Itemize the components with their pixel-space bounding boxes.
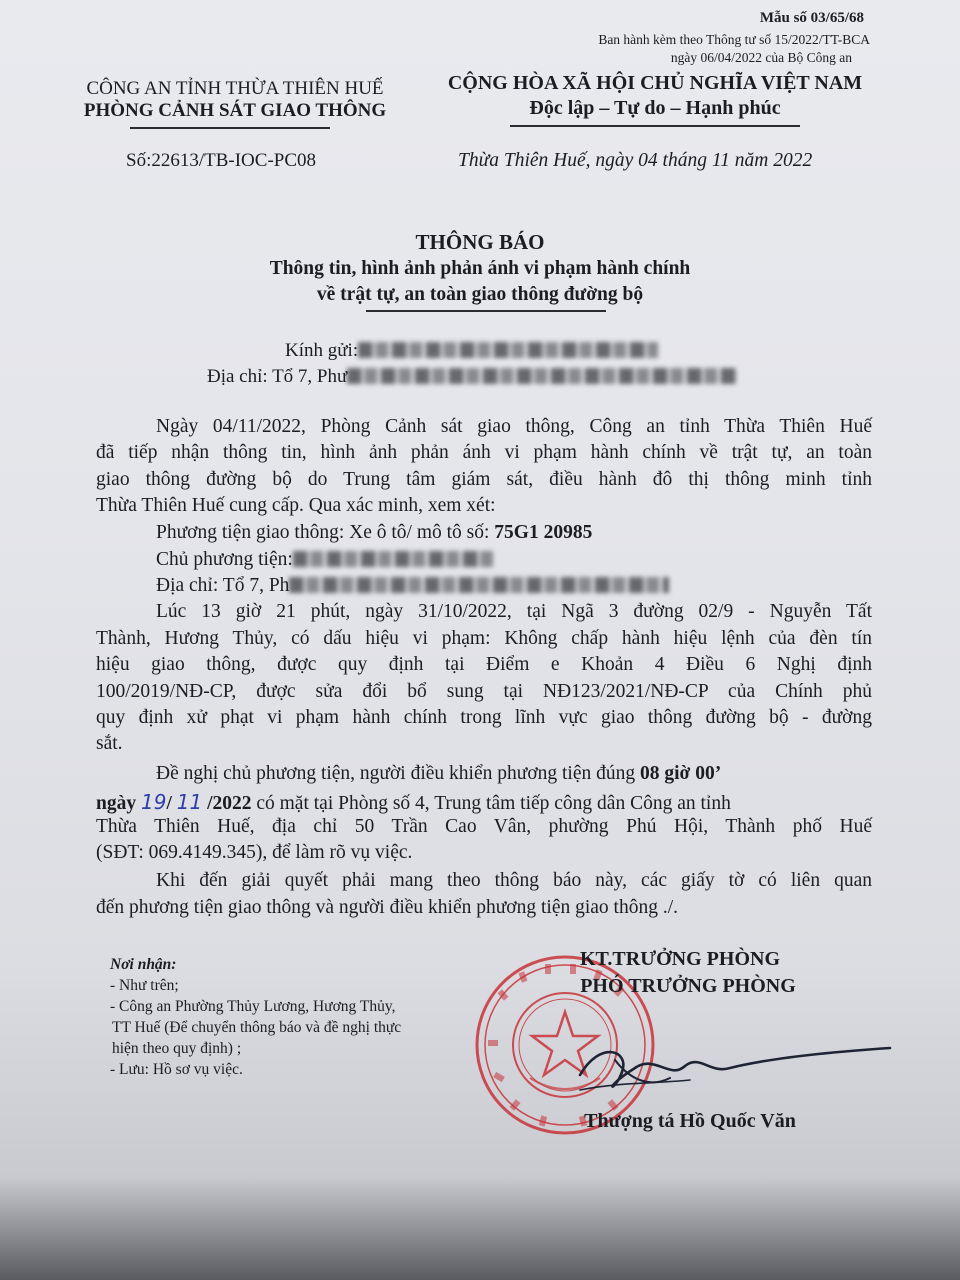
document-subtitle-1: Thông tin, hình ảnh phản ánh vi phạm hành chính (269, 258, 691, 279)
agency-parent: CÔNG AN TỈNH THỪA THIÊN HUẾ (86, 78, 384, 99)
appointment-day-label: ngày (96, 793, 141, 814)
appointment-year: /2022 (202, 793, 252, 814)
redacted-owner-address (289, 577, 669, 593)
recipient-address-label: Địa chỉ: Tổ 7, Phư (207, 366, 348, 387)
document-title: THÔNG BÁO (415, 230, 545, 254)
appointment-time: 08 giờ 00’ (640, 763, 722, 784)
recipient-address-line (207, 366, 737, 388)
nation-name: CỘNG HÒA XÃ HỘI CHỦ NGHĨA VIỆT NAM (447, 72, 863, 94)
recipients-item-3: TT Huế (Để chuyển thông báo và đề nghị thực (112, 1019, 402, 1036)
owner-label: Chủ phương tiện: (156, 549, 293, 570)
appointment-month-handwritten: 11 (176, 790, 203, 814)
issued-line-2: ngày 06/04/2022 của Bộ Công an (670, 50, 852, 65)
agency-name: PHÒNG CẢNH SÁT GIAO THÔNG (83, 100, 387, 121)
place-date: Thừa Thiên Huế, ngày 04 tháng 11 năm 2022 (458, 150, 813, 171)
p1-line-1: Ngày 04/11/2022, Phòng Cảnh sát giao thông, Công an tỉnh Thừa Thiên Huế (156, 416, 872, 437)
p2-line-2: Thành, Hương Thủy, có dấu hiệu vi phạm: Không chấp hành hiệu lệnh của đèn tín (96, 628, 872, 649)
handwritten-signature-icon (560, 1030, 900, 1100)
agency-underline (130, 127, 330, 129)
owner-address-line (156, 575, 669, 597)
recipients-heading: Nơi nhận: (110, 956, 177, 973)
redacted-owner (293, 551, 493, 567)
p2-line-5: quy định xử phạt vi phạm hành chính trong lĩnh vực giao thông đường bộ - đường (96, 707, 872, 728)
date-separator: / (166, 793, 177, 814)
vehicle-label: Phương tiện giao thông: Xe ô tô/ mô tô số: (156, 522, 495, 543)
p4-line-2: đến phương tiện giao thông và người điều khiển phương tiện giao thông ./. (96, 897, 679, 918)
document-subtitle-2: về trật tự, an toàn giao thông đường bộ (316, 284, 644, 305)
p1-line-2: đã tiếp nhận thông tin, hình ảnh phản ánh vi phạm hành chính về trật tự, an toàn (96, 442, 872, 463)
recipients-item-4: hiện theo quy định) ; (112, 1040, 242, 1057)
recipients-item-1: - Như trên; (110, 977, 179, 994)
redacted-name (358, 342, 658, 358)
p3-line-1 (156, 763, 721, 785)
license-plate: 75G1 20985 (494, 522, 593, 543)
document-number: Số:22613/TB-IOC-PC08 (126, 150, 317, 171)
p1-line-3: giao thông đường bộ do Trung tâm giám sát, điều hành đô thị thông minh tỉnh (96, 469, 872, 490)
signature-title-1: KT.TRƯỞNG PHÒNG (580, 948, 780, 970)
signature-title-2: PHÓ TRƯỞNG PHÒNG (580, 975, 796, 997)
p4-line-1: Khi đến giải quyết phải mang theo thông báo này, các giấy tờ có liên quan (156, 870, 872, 891)
signer-name: Thượng tá Hồ Quốc Văn (584, 1110, 796, 1132)
p3-line-1-text: Đề nghị chủ phương tiện, người điều khiển phương tiện đúng (156, 763, 640, 784)
nation-motto: Độc lập – Tự do – Hạnh phúc (529, 97, 781, 119)
p3-line-4: (SĐT: 069.4149.345), để làm rõ vụ việc. (96, 842, 413, 863)
redacted-address (347, 368, 737, 384)
appointment-day-handwritten: 19 (140, 790, 167, 814)
recipient-line (285, 340, 658, 362)
form-number: Mẫu số 03/65/68 (759, 10, 864, 26)
p1-line-4: Thừa Thiên Huế cung cấp. Qua xác minh, xem xét: (96, 495, 496, 516)
p3-line-3: Thừa Thiên Huế, địa chỉ 50 Trần Cao Vân, phường Phú Hội, Thành phố Huế (96, 816, 872, 837)
recipients-item-2: - Công an Phường Thủy Lương, Hương Thủy, (110, 998, 396, 1015)
motto-underline (510, 125, 800, 127)
vehicle-line (156, 522, 592, 544)
title-underline (366, 310, 606, 312)
recipient-label: Kính gửi: (285, 340, 359, 361)
p2-line-6: sắt. (96, 733, 123, 754)
p3-line-2 (96, 790, 731, 815)
p2-line-1: Lúc 13 giờ 21 phút, ngày 31/10/2022, tại Ngã 3 đường 02/9 - Nguyễn Tất (156, 601, 872, 622)
issued-line-1: Ban hành kèm theo Thông tư số 15/2022/TT-BCA (598, 32, 870, 47)
owner-address-label: Địa chỉ: Tổ 7, Ph (156, 575, 290, 596)
p2-line-4: 100/2019/NĐ-CP, được sửa đổi bổ sung tại NĐ123/2021/NĐ-CP của Chính phủ (96, 681, 872, 702)
recipients-item-5: - Lưu: Hồ sơ vụ việc. (110, 1061, 243, 1078)
p3-line-2-text: có mặt tại Phòng số 4, Trung tâm tiếp công dân Công an tỉnh (251, 793, 731, 814)
owner-line (156, 549, 493, 571)
p2-line-3: hiệu giao thông, được quy định tại Điểm e Khoản 4 Điều 6 Nghị định (96, 654, 872, 675)
